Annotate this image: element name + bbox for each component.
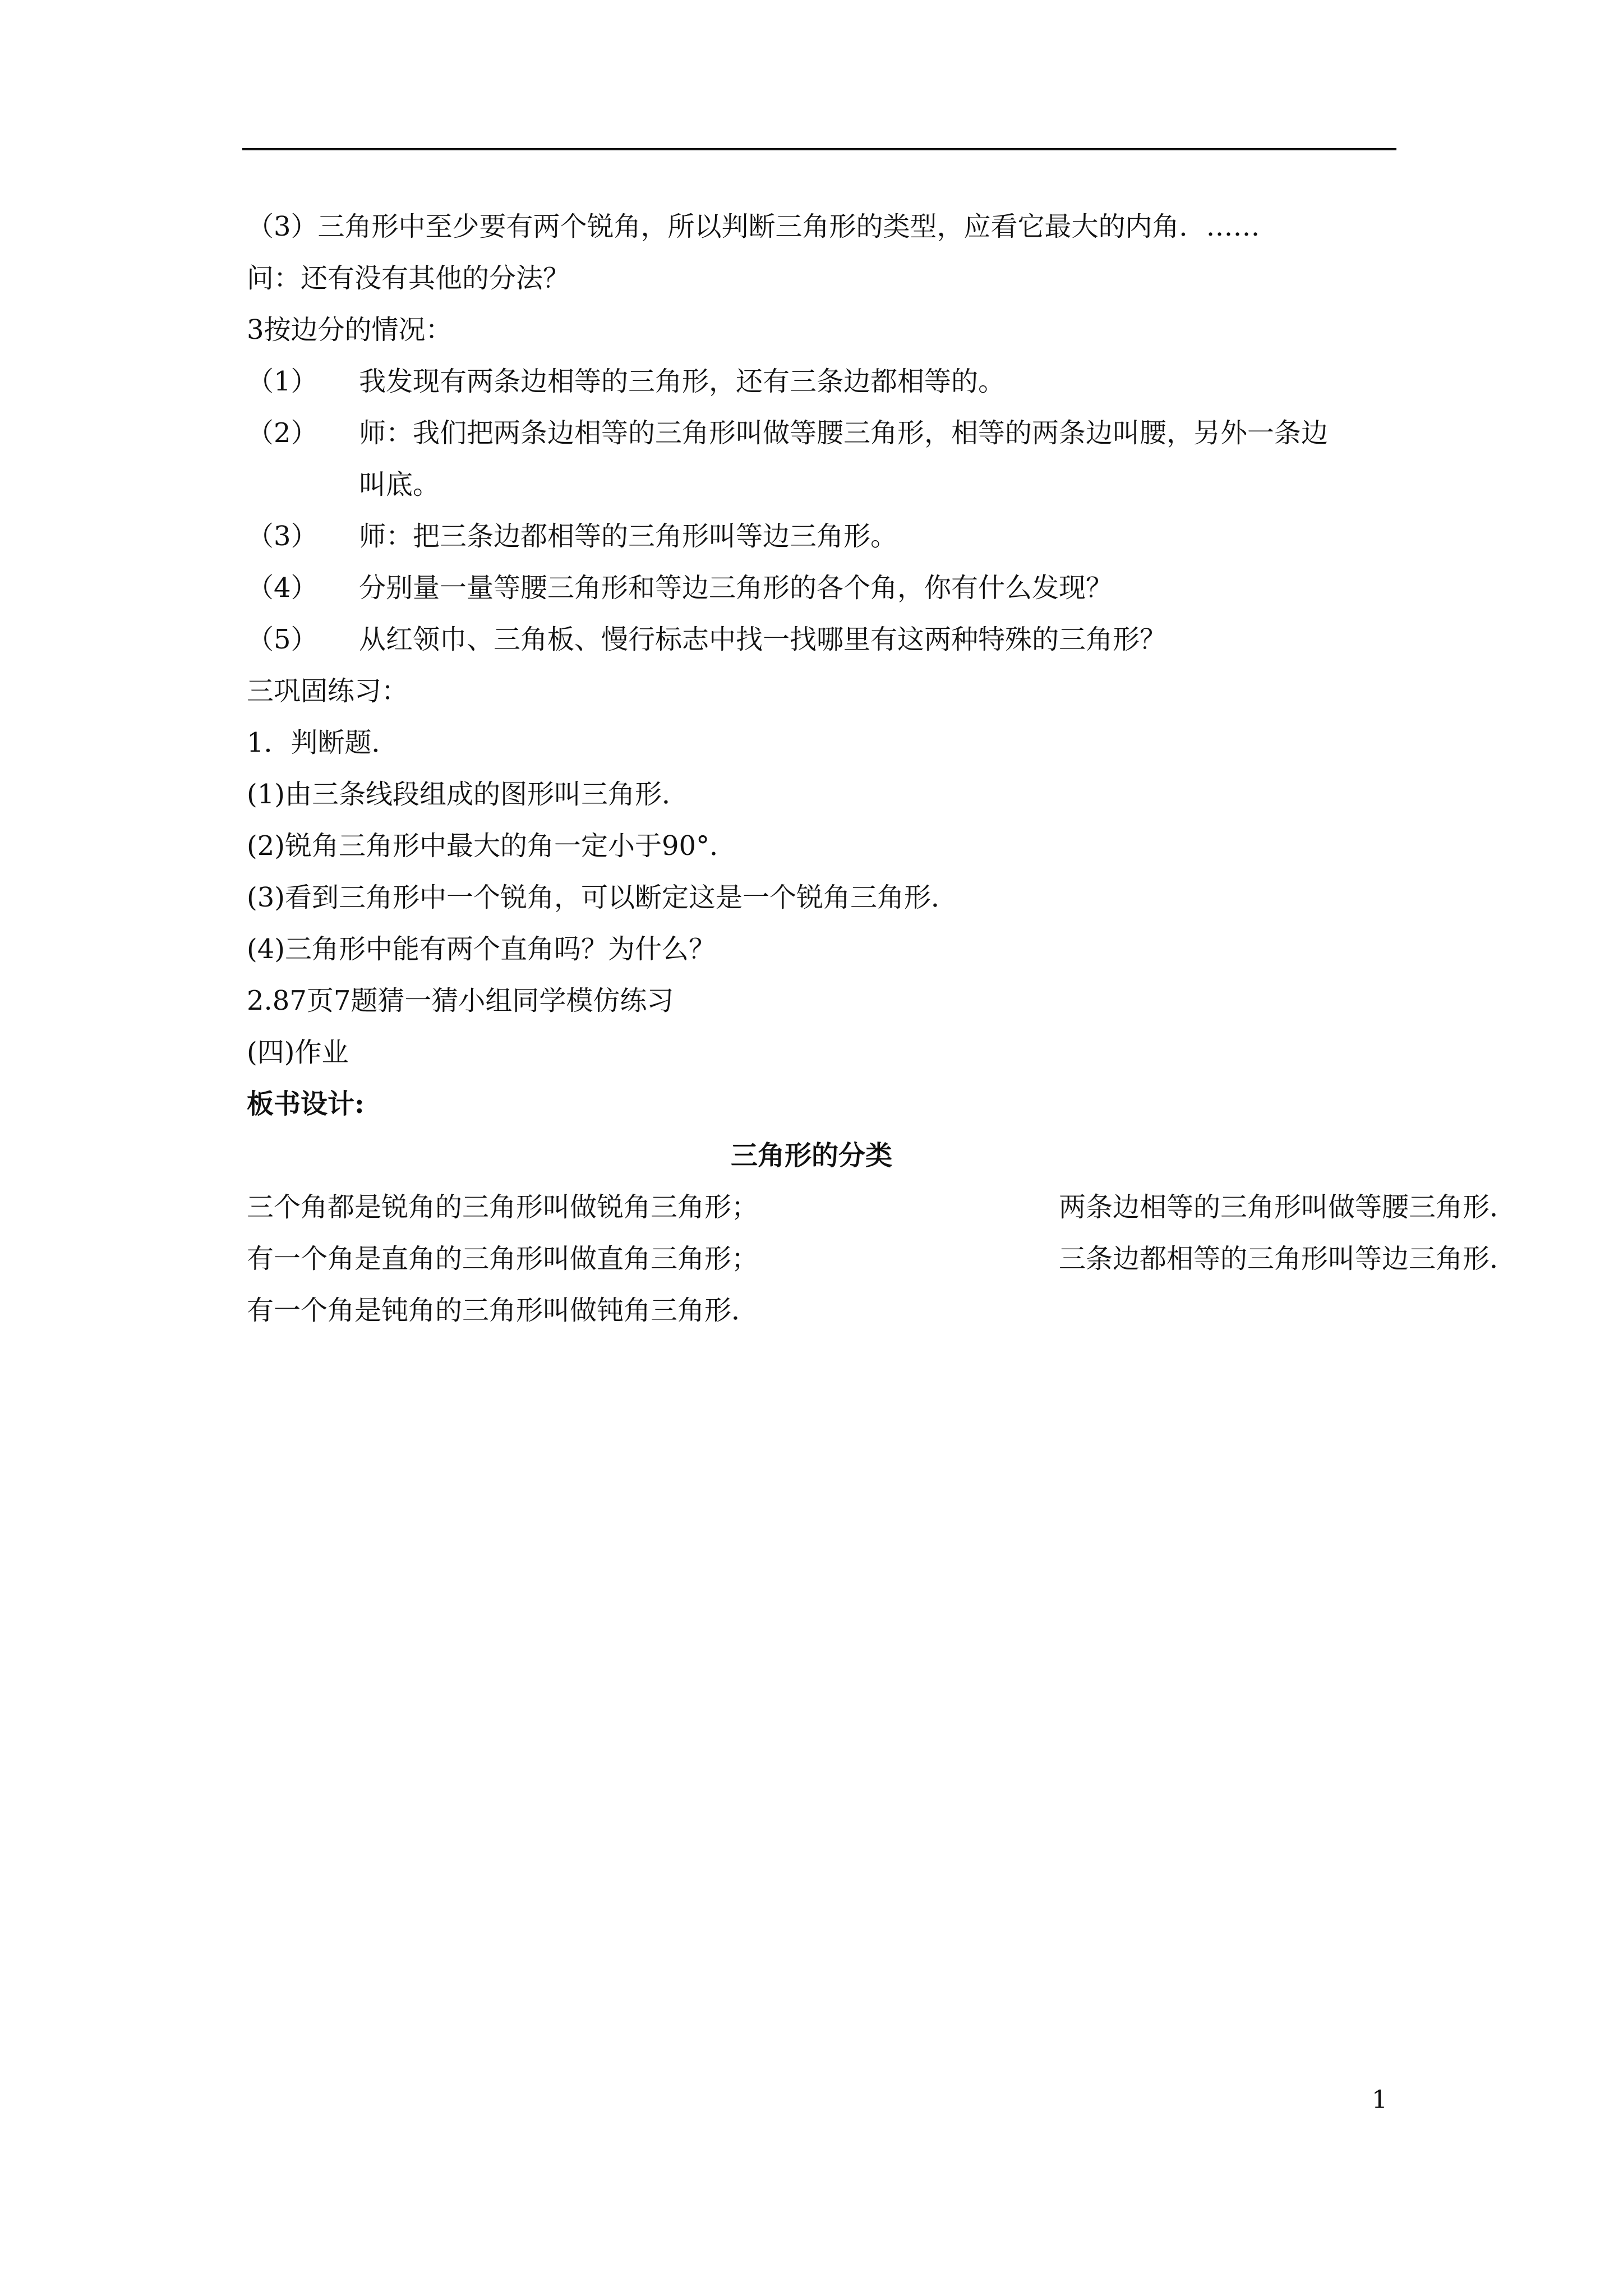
list-item-2 (247, 415, 1328, 451)
header-rule (242, 148, 1396, 150)
board-row-left: 三个角都是锐角的三角形叫做锐角三角形； (247, 1191, 759, 1223)
list-item-text: 师：我们把两条边相等的三角形叫做等腰三角形，相等的两条边叫腰，另外一条边 (359, 417, 1329, 449)
list-item-text: 师：把三条边都相等的三角形叫等边三角形。 (359, 521, 898, 552)
text-line-3: 3按边分的情况： (247, 314, 453, 346)
list-item-1 (247, 364, 1005, 399)
list-item-3 (247, 518, 897, 554)
board-row-right: 两条边相等的三角形叫做等腰三角形． (1059, 1191, 1517, 1223)
list-item-number: （3） (247, 521, 318, 552)
list-item-5 (247, 622, 1166, 657)
board-row-3: 有一个角是钝角的三角形叫做钝角三角形． (247, 1295, 759, 1326)
list-item-text: 我发现有两条边相等的三角形，还有三条边都相等的。 (359, 366, 1006, 397)
text-line-1: （3）三角形中至少要有两个锐角，所以判断三角形的类型，应看它最大的内角．…… (247, 211, 1260, 242)
list-item-2-continuation: 叫底。 (359, 469, 440, 500)
list-item-number: （2） (247, 417, 318, 449)
text-line-9: (4)三角形中能有两个直角吗？为什么？ (247, 933, 716, 965)
board-row-1 (247, 1189, 1517, 1225)
board-title: 三角形的分类 (730, 1140, 892, 1171)
board-row-2 (247, 1241, 1517, 1277)
text-line-6: (1)由三条线段组成的图形叫三角形． (247, 779, 689, 810)
list-item-number: （1） (247, 366, 318, 397)
board-row-right: 三条边都相等的三角形叫等边三角形． (1059, 1243, 1517, 1274)
board-label: 板书设计: (247, 1088, 365, 1120)
list-item-text: 从红领巾、三角板、慢行标志中找一找哪里有这两种特殊的三角形？ (359, 624, 1167, 655)
page-number: 1 (1372, 2086, 1387, 2114)
text-line-7: (2)锐角三角形中最大的角一定小于90°． (247, 830, 737, 862)
text-line-10: 2.87页7题猜一猜小组同学模仿练习 (247, 985, 674, 1016)
text-line-11: (四)作业 (247, 1037, 349, 1068)
text-line-5: 1．判断题． (247, 727, 399, 758)
list-item-4 (247, 570, 1113, 606)
text-line-8: (3)看到三角形中一个锐角，可以断定这是一个锐角三角形． (247, 882, 958, 913)
text-line-2: 问：还有没有其他的分法？ (247, 263, 570, 294)
list-item-text: 分别量一量等腰三角形和等边三角形的各个角，你有什么发现？ (359, 572, 1113, 604)
text-line-4: 三巩固练习： (247, 675, 409, 707)
list-item-number: （5） (247, 624, 318, 655)
list-item-number: （4） (247, 572, 318, 604)
board-row-left: 有一个角是直角的三角形叫做直角三角形； (247, 1243, 759, 1274)
